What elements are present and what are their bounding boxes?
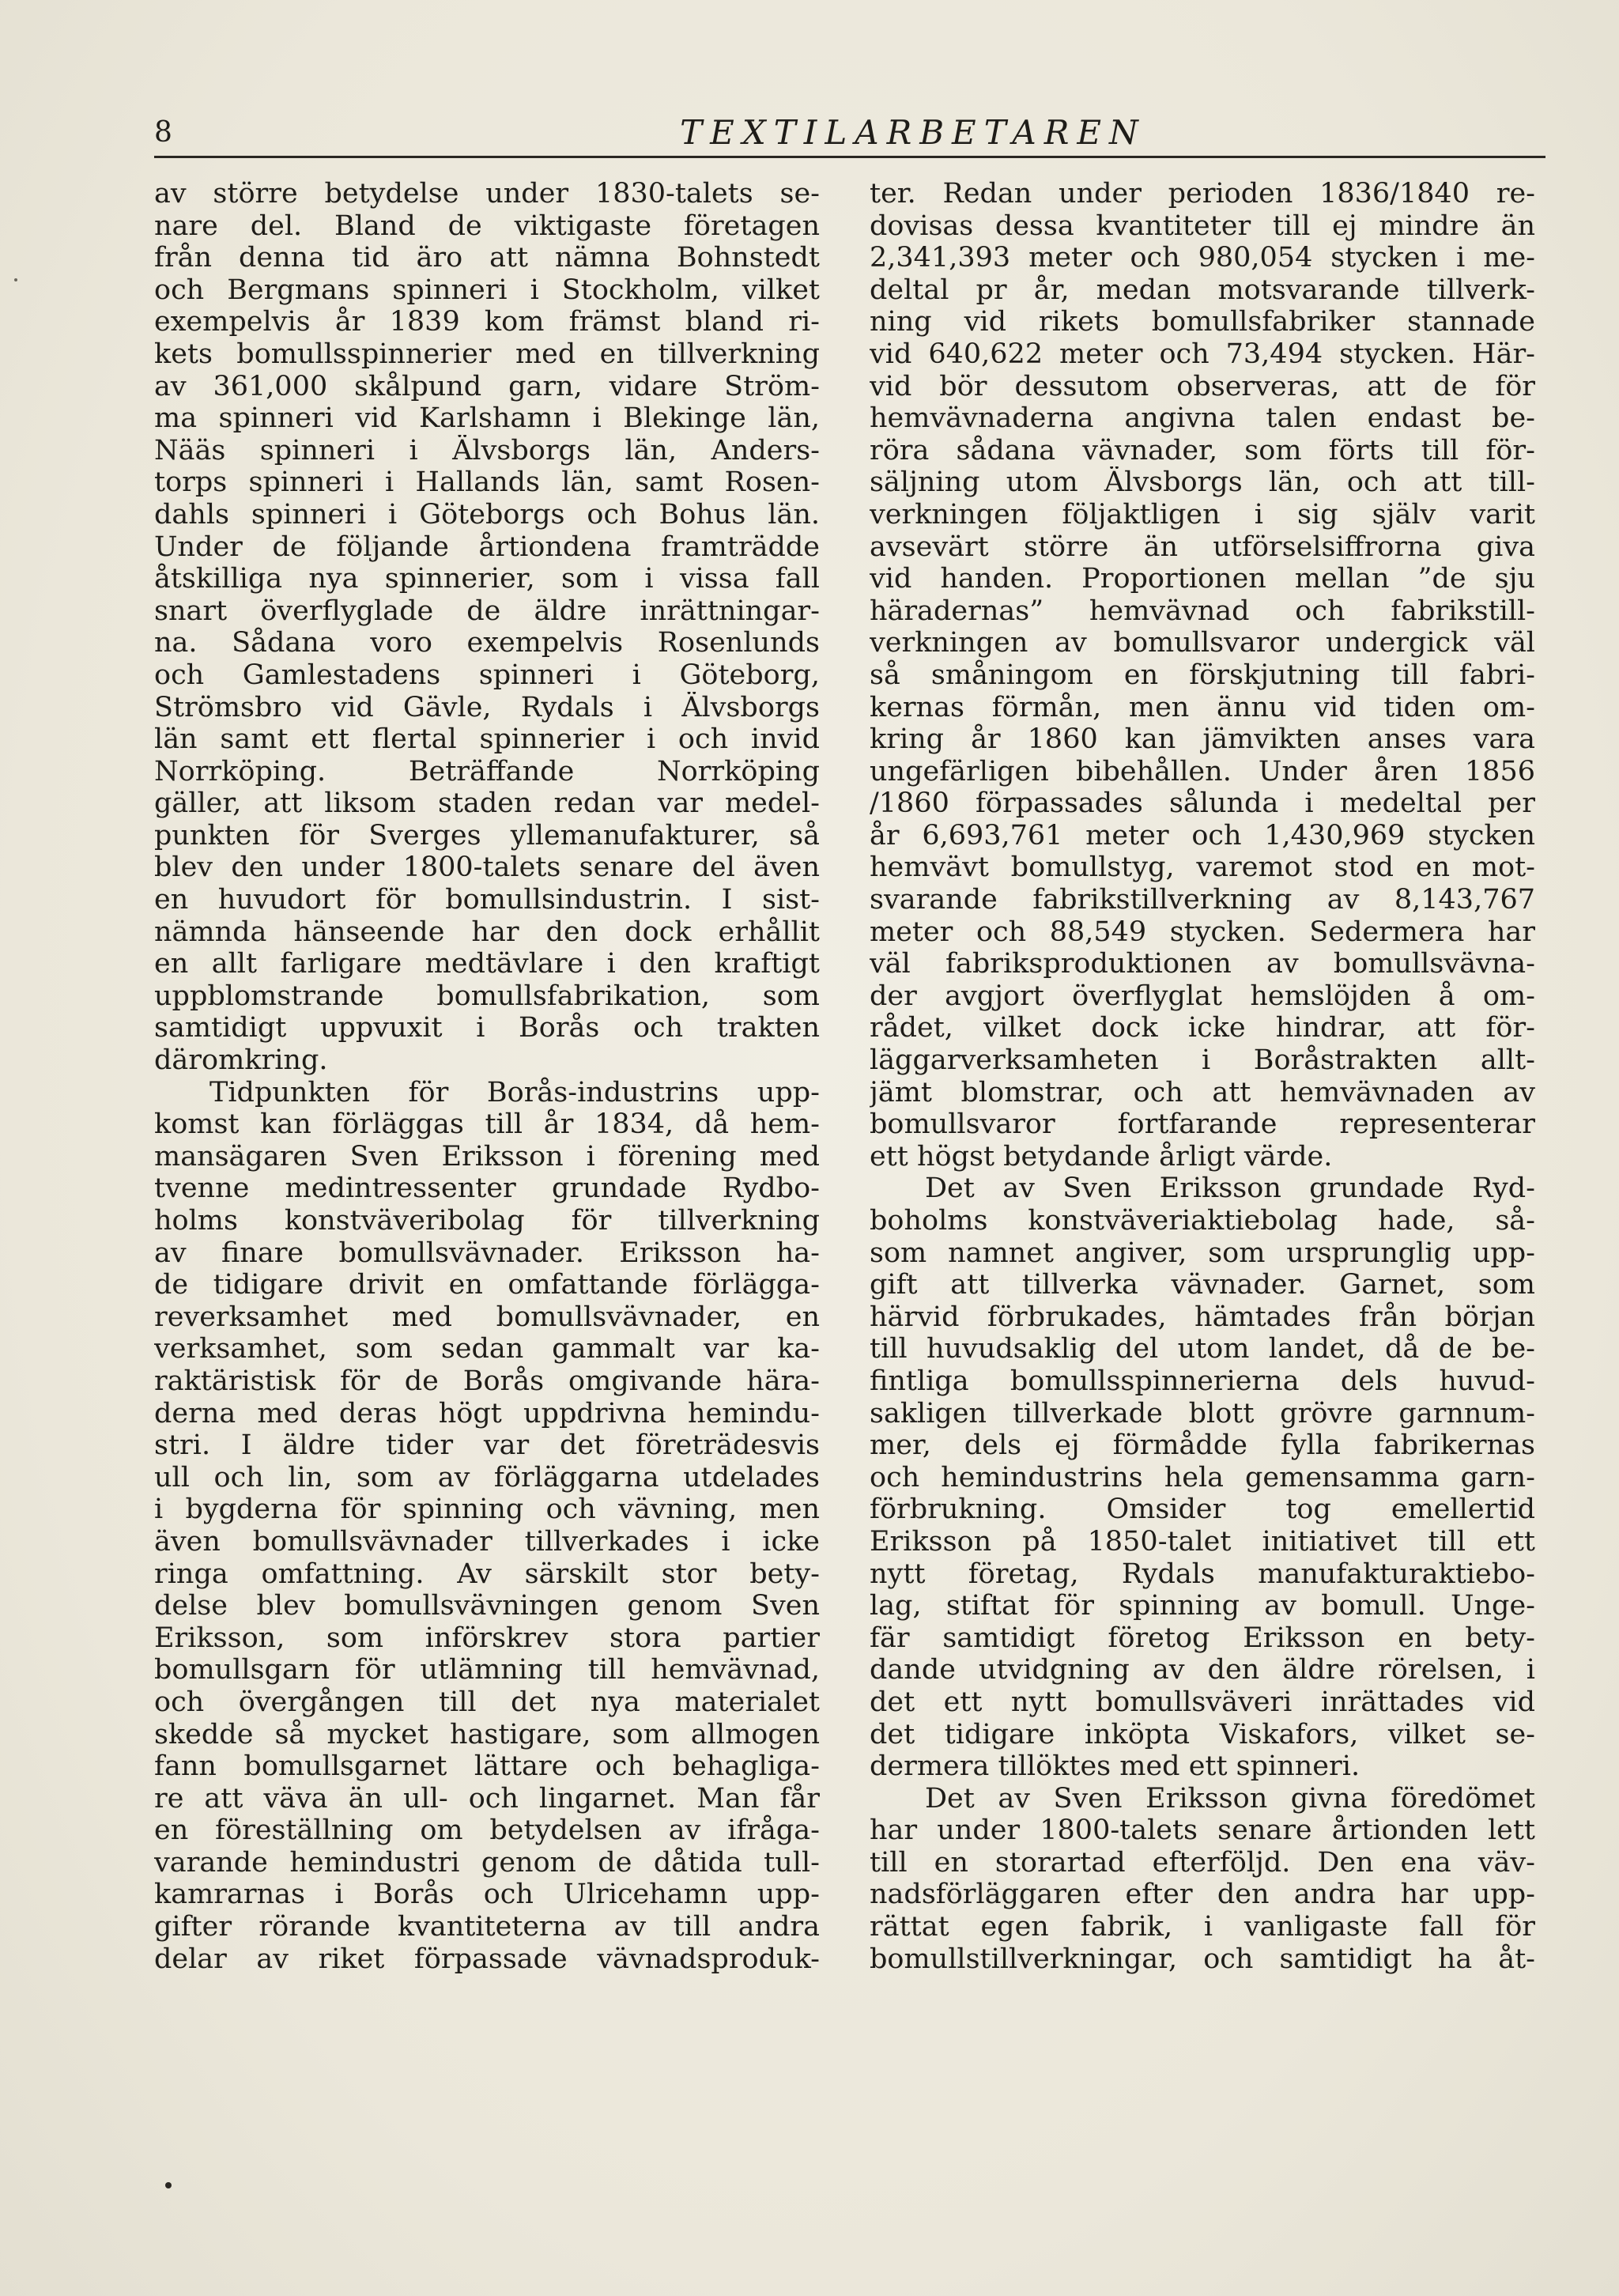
text-line: och övergången till det nya materialet [154, 1686, 820, 1718]
text-line: der avgjort överflyglat hemslöjden å om- [870, 980, 1535, 1012]
text-line: de tidigare drivit en omfattande förlägga- [154, 1269, 820, 1301]
text-line: gift att tillverka vävnader. Garnet, som [870, 1269, 1535, 1301]
text-line: dovisas dessa kvantiteter till ej mindre än [870, 210, 1535, 242]
text-line: kets bomullsspinnerier med en tillverkning [154, 338, 820, 370]
text-line: härvid förbrukades, hämtades från början [870, 1301, 1535, 1333]
text-line: har under 1800-talets senare årtionden lett [870, 1815, 1535, 1847]
text-line: röra sådana vävnader, som förts till för- [870, 434, 1535, 466]
page-header [154, 109, 1545, 157]
text-line: /1860 förpassades sålunda i medeltal per [870, 787, 1535, 820]
text-line: exempelvis år 1839 kom främst bland ri- [154, 306, 820, 338]
text-line: det tidigare inköpta Viskafors, vilket se- [870, 1718, 1535, 1750]
text-line: Nääs spinneri i Älvsborgs län, Anders- [154, 434, 820, 466]
text-line: Tidpunkten för Borås-industrins upp- [209, 1076, 820, 1108]
text-line: Under de följande årtiondena framträdde [154, 531, 820, 563]
text-line: även bomullsvävnader tillverkades i icke [154, 1525, 820, 1558]
text-line: samtidigt uppvuxit i Borås och trakten [154, 1012, 820, 1044]
text-line: 2,341,393 meter och 980,054 stycken i me- [870, 242, 1535, 274]
text-line: hemvävt bomullstyg, varemot stod en mot- [870, 852, 1535, 884]
text-line: komst kan förläggas till år 1834, då hem- [154, 1108, 820, 1141]
text-line: dande utvidgning av den äldre rörelsen, i [870, 1654, 1535, 1686]
text-line: gifter rörande kvantiteterna av till andra [154, 1911, 820, 1943]
text-line: år 6,693,761 meter och 1,430,969 stycken [870, 819, 1535, 852]
text-line: holms konstväveribolag för tillverkning [154, 1205, 820, 1237]
text-line: vid 640,622 meter och 73,494 stycken. Här- [870, 338, 1535, 370]
text-line: Det av Sven Eriksson grundade Ryd- [925, 1173, 1535, 1205]
text-line: av 361,000 skålpund garn, vidare Ström- [154, 370, 820, 402]
text-line: och hemindustrins hela gemensamma garn- [870, 1461, 1535, 1494]
text-line: tvenne medintressenter grundade Rydbo- [154, 1173, 820, 1205]
text-line: nytt företag, Rydals manufakturaktiebo- [870, 1558, 1535, 1590]
text-line: rättat egen fabrik, i vanligaste fall för [870, 1911, 1535, 1943]
text-line: Eriksson, som införskrev stora partier [154, 1622, 820, 1654]
text-line: en föreställning om betydelsen av ifråga- [154, 1815, 820, 1847]
text-line: ter. Redan under perioden 1836/1840 re- [870, 178, 1535, 210]
text-line: delse blev bomullsvävningen genom Sven [154, 1590, 820, 1622]
text-line: bomullsvaror fortfarande representerar [870, 1108, 1535, 1141]
text-line: vid bör dessutom observeras, att de för [870, 370, 1535, 402]
text-line: rådet, vilket dock icke hindrar, att för- [870, 1012, 1535, 1044]
text-line: boholms konstväveriaktiebolag hade, så- [870, 1205, 1535, 1237]
text-line: till huvudsaklig del utom landet, då de be- [870, 1333, 1535, 1365]
text-line: bomullsgarn för utlämning till hemvävnad, [154, 1654, 820, 1686]
text-line: ning vid rikets bomullsfabriker stannade [870, 306, 1535, 338]
text-line: Strömsbro vid Gävle, Rydals i Älvsborgs [154, 691, 820, 723]
text-line: derna med deras högt uppdrivna hemindu- [154, 1397, 820, 1429]
text-line: i bygderna för spinning och vävning, men [154, 1494, 820, 1526]
text-line: gäller, att liksom staden redan var medel- [154, 787, 820, 820]
text-line: fann bomullsgarnet lättare och behagliga- [154, 1750, 820, 1783]
text-line: ungefärligen bibehållen. Under åren 1856 [870, 755, 1535, 787]
text-line: en allt farligare medtävlare i den kraftigt [154, 948, 820, 980]
text-line: uppblomstrande bomullsfabrikation, som [154, 980, 820, 1012]
text-line: raktäristisk för de Borås omgivande härа- [154, 1365, 820, 1397]
text-line: häradernas” hemvävnad och fabrikstill- [870, 595, 1535, 627]
text-line: av större betydelse under 1830-talets se- [154, 178, 820, 210]
text-line: meter och 88,549 stycken. Sedermera har [870, 916, 1535, 948]
text-line: däromkring. [154, 1044, 328, 1077]
text-line: ringa omfattning. Av särskilt stor bety- [154, 1558, 820, 1590]
text-line: avsevärt större än utförselsiffrorna giva [870, 531, 1535, 563]
text-line: verkningen följaktligen i sig själv varit [870, 498, 1535, 531]
page-number: 8 [154, 116, 172, 149]
text-line: vid handen. Proportionen mellan ”de sju [870, 563, 1535, 595]
text-line: ma spinneri vid Karlshamn i Blekinge län, [154, 402, 820, 435]
text-line: fär samtidigt företog Eriksson en bety- [870, 1622, 1535, 1654]
text-line: dahls spinneri i Göteborgs och Bohus län. [154, 498, 820, 531]
left-column [154, 178, 820, 1975]
text-line: bomullstillverkningar, och samtidigt ha åt- [870, 1943, 1535, 1975]
text-line: varande hemindustri genom de dåtida tull- [154, 1846, 820, 1879]
text-line: delar av riket förpassade vävnadsproduk- [154, 1943, 820, 1975]
text-line: sakligen tillverkade blott grövre garnnum- [870, 1397, 1535, 1429]
journal-title: TEXTILARBETAREN [680, 113, 1146, 152]
text-line: re att väva än ull- och lingarnet. Man får [154, 1782, 820, 1815]
text-line: snart överflyglade de äldre inrättningar- [154, 595, 820, 627]
text-line: nare del. Bland de viktigaste företagen [154, 210, 820, 242]
text-line: Det av Sven Eriksson givna föredömet [925, 1782, 1535, 1815]
text-line: och Gamlestadens spinneri i Göteborg, [154, 659, 820, 691]
text-line: nämnda hänseende har den dock erhållit [154, 916, 820, 948]
text-line: till en storartad efterföljd. Den ena väv- [870, 1846, 1535, 1879]
text-line: svarande fabrikstillverkning av 8,143,767 [870, 884, 1535, 916]
text-line: kamrarnas i Borås och Ulricehamn upp- [154, 1879, 820, 1911]
text-line: säljning utom Älvsborgs län, och att till- [870, 466, 1535, 499]
text-line: väl fabriksproduktionen av bomullsvävna- [870, 948, 1535, 980]
text-line: skedde så mycket hastigare, som allmogen [154, 1718, 820, 1750]
text-line: hemvävnaderna angivna talen endast be- [870, 402, 1535, 435]
text-line: av finare bomullsvävnader. Eriksson ha- [154, 1237, 820, 1269]
header-rule [154, 156, 1545, 158]
text-line: Eriksson på 1850-talet initiativet till ett [870, 1525, 1535, 1558]
text-line: så småningom en förskjutning till fabri- [870, 659, 1535, 691]
text-line: reverksamhet med bomullsvävnader, en [154, 1301, 820, 1333]
text-line: kring år 1860 kan jämvikten anses vara [870, 723, 1535, 756]
text-line: det ett nytt bomullsväveri inrättades vid [870, 1686, 1535, 1718]
text-line: ett högst betydande årligt värde. [870, 1140, 1333, 1173]
text-line: blev den under 1800-talets senare del även [154, 852, 820, 884]
text-line: och Bergmans spinneri i Stockholm, vilket [154, 274, 820, 306]
print-speck [165, 2182, 172, 2188]
text-line: punkten för Sverges yllemanufakturer, så [154, 819, 820, 852]
text-line: jämt blomstrar, och att hemvävnaden av [870, 1076, 1535, 1108]
text-line: ull och lin, som av förläggarna utdelades [154, 1461, 820, 1494]
text-line: förbrukning. Omsider tog emellertid [870, 1494, 1535, 1526]
text-line: län samt ett flertal spinnerier i och invid [154, 723, 820, 756]
text-line: nadsförläggaren efter den andra har upp- [870, 1879, 1535, 1911]
text-line: na. Sådana voro exempelvis Rosenlunds [154, 627, 820, 659]
text-line: stri. I äldre tider var det företrädesvis [154, 1429, 820, 1462]
print-speck [14, 278, 17, 281]
text-line: åtskilliga nya spinnerier, som i vissa fall [154, 563, 820, 595]
text-line: mer, dels ej förmådde fylla fabrikernas [870, 1429, 1535, 1462]
text-line: Norrköping. Beträffande Norrköping [154, 755, 820, 787]
text-line: fintliga bomullsspinnerierna dels huvud- [870, 1365, 1535, 1397]
text-line: läggarverksamheten i Boråstrakten allt- [870, 1044, 1535, 1077]
text-line: från denna tid äro att nämna Bohnstedt [154, 242, 820, 274]
text-line: verksamhet, som sedan gammalt var ka- [154, 1333, 820, 1365]
text-line: lag, stiftat för spinning av bomull. Unge- [870, 1590, 1535, 1622]
text-line: verkningen av bomullsvaror undergick väl [870, 627, 1535, 659]
text-line: som namnet angiver, som ursprunglig upp- [870, 1237, 1535, 1269]
right-column [870, 178, 1535, 1975]
text-line: kernas förmån, men ännu vid tiden om- [870, 691, 1535, 723]
text-line: en huvudort för bomullsindustrin. I sist- [154, 884, 820, 916]
text-line: deltal pr år, medan motsvarande tillverk- [870, 274, 1535, 306]
text-line: dermera tillöktes med ett spinneri. [870, 1750, 1360, 1783]
text-line: mansägaren Sven Eriksson i förening med [154, 1140, 820, 1173]
text-line: torps spinneri i Hallands län, samt Rosen- [154, 466, 820, 499]
